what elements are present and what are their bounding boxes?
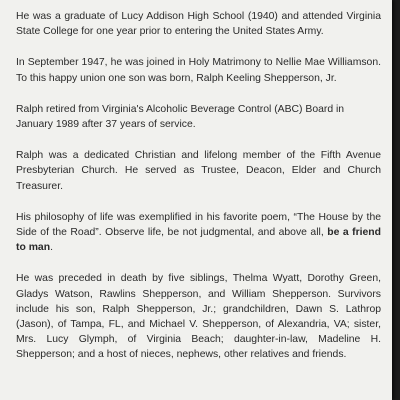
philosophy-emphasis: be a friend to man (16, 227, 381, 254)
philosophy-text: His philosophy of life was exemplified in his favorite poem, “The House by the Side of the Road”. Observe life, be not judgmental, and above all, (16, 211, 381, 239)
philosophy-end: . (50, 242, 53, 254)
document-body (16, 9, 381, 363)
paragraph-career: Ralph retired from Virginia's Alcoholic Beverage Control (ABC) Board in January 1989 after 37 years of service. (16, 103, 345, 131)
paragraph-marriage: In September 1947, he was joined in Holy Matrimony to Nellie Mae Williamson. To this happy union one son was born, Ralph Keeling Shepperson, Jr. (16, 57, 381, 84)
paragraph-education: He was a graduate of Lucy Addison High School (1940) and attended Virginia State College for one year prior to entering the United States Army. (16, 11, 381, 38)
paragraph-philosophy (16, 210, 381, 256)
paragraph-church: Ralph was a dedicated Christian and lifelong member of the Fifth Avenue Presbyterian Church. He served as Trustee, Deacon, Elder and Church Treasurer. (16, 150, 381, 192)
paragraph-family: He was preceded in death by five siblings, Thelma Wyatt, Dorothy Green, Gladys Watson, Rawlins Shepperson, and William Shepperson. Survivors include his son, Ralph Shepperson, Jr.; grandchildren, Dawn S. Lathrop (Jason), of Tampa, FL, and Michael V. Shepperson, of Alexandria, VA; sister, Mrs. Lucy Glymph, of Virginia Beach; daughter-in-law, Madeline H. Shepperson; and a host of nieces, nephews, other relatives and friends. (16, 273, 381, 361)
